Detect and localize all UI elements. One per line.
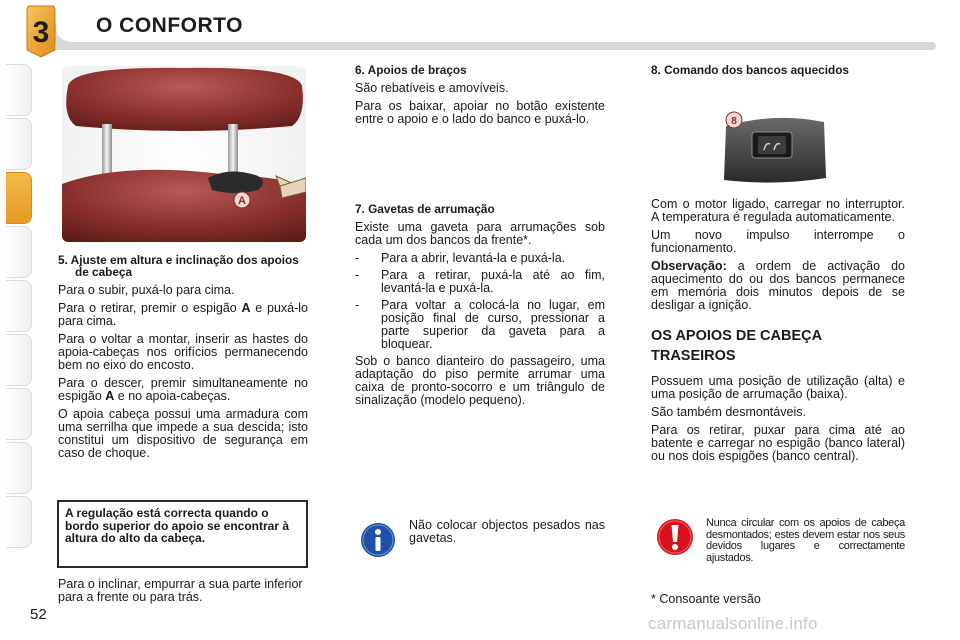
- headrest-photo: [62, 66, 306, 242]
- chapter-tab-5[interactable]: [6, 280, 32, 332]
- photo-label-8: 8: [731, 116, 737, 127]
- chapter-tab-7[interactable]: [6, 388, 32, 440]
- footnote: * Consoante versão: [651, 592, 761, 606]
- paragraph: Com o motor ligado, carregar no interruptor. A temperatura é regulada automaticamente.: [651, 197, 905, 224]
- paragraph: Sob o banco dianteiro do passageiro, uma adaptação do piso permite arrumar uma caixa de pronto-socorro e um triângulo de sinalização (modelo pequeno).: [355, 354, 605, 407]
- chapter-tab-1[interactable]: [6, 64, 32, 116]
- chapter-tab-9[interactable]: [6, 496, 32, 548]
- paragraph: São também desmontáveis.: [651, 405, 806, 419]
- info-icon: [360, 522, 396, 558]
- middle-column-top: [355, 64, 605, 131]
- paragraph: Para os baixar, apoiar no botão existente entre o apoio e o lado do banco e puxá-lo.: [355, 99, 605, 126]
- chapter-tab-6[interactable]: [6, 334, 32, 386]
- paragraph: Para o retirar, premir o espigão A e puxá-lo para cima.: [58, 301, 308, 328]
- section-6-title: 6. Apoios de braços: [355, 63, 467, 77]
- section-8-title: 8. Comando dos bancos aquecidos: [651, 63, 849, 77]
- section-5-title: 5. Ajuste em altura e inclinação dos apoios de cabeça: [58, 253, 299, 279]
- paragraph: Observação: a ordem de activação do aquecimento do ou dos bancos permanece em memória dois minutos depois de se desligar a ignição.: [651, 259, 905, 312]
- paragraph: Um novo impulso interrompe o funcionamento.: [651, 228, 905, 255]
- list-item: - Para voltar a colocá-la no lugar, em posição final de curso, pressionar a parte superior da gaveta para a bloquear.: [355, 298, 605, 351]
- paragraph: Existe uma gaveta para arrumações sob cada um dos bancos da frente*.: [355, 220, 605, 247]
- chapter-number: 3: [32, 16, 50, 49]
- paragraph: Para o descer, premir simultaneamente no espigão A e no apoia-cabeças.: [58, 376, 308, 403]
- alert-note: Nunca circular com os apoios de cabeça desmontados; estes devem estar nos seus devidos lugares e correctamente ajustados.: [706, 517, 905, 564]
- chapter-tab-2[interactable]: [6, 118, 32, 170]
- rear-headrests-title: OS APOIOS DE CABEÇA TRASEIROS: [651, 328, 822, 364]
- page-number: 52: [30, 606, 47, 623]
- header-bar: [56, 42, 936, 50]
- right-column-bottom: [651, 198, 905, 468]
- paragraph-inclination: Para o inclinar, empurrar a sua parte inferior para a frente ou para trás.: [58, 577, 303, 604]
- list-item: - Para a retirar, puxá-la até ao fim, levantá-la e puxá-la.: [355, 268, 605, 295]
- paragraph: Para o voltar a montar, inserir as hastes do apoia-cabeças nos orifícios permanecendo bem no eixo do encosto.: [58, 332, 308, 372]
- page-title: O CONFORTO: [96, 14, 243, 37]
- chapter-tabs: [6, 64, 32, 550]
- left-column: [58, 254, 308, 465]
- middle-column-bottom: [355, 203, 605, 412]
- chapter-tab-4[interactable]: [6, 226, 32, 278]
- chapter-badge-icon: [26, 4, 56, 58]
- right-column-top: [651, 64, 905, 82]
- section-7-title: 7. Gavetas de arrumação: [355, 202, 495, 216]
- heated-seat-switch-photo: [722, 108, 828, 186]
- list-item: - Para a abrir, levantá-la e puxá-la.: [355, 251, 566, 265]
- chapter-tab-8[interactable]: [6, 442, 32, 494]
- chapter-tab-3-active[interactable]: [6, 172, 32, 224]
- paragraph: O apoia cabeça possui uma armadura com uma serrilha que impede a sua descida; isto constitui um dispositivo de segurança em caso de choque.: [58, 407, 308, 460]
- info-note: Não colocar objectos pesados nas gavetas.: [409, 518, 605, 545]
- photo-label-a: A: [238, 195, 246, 207]
- exclamation-icon: [656, 518, 694, 556]
- watermark: carmanualsonline.info: [648, 614, 818, 633]
- paragraph: Para o subir, puxá-lo para cima.: [58, 283, 235, 297]
- paragraph: Possuem uma posição de utilização (alta) e uma posição de arrumação (baixa).: [651, 374, 905, 401]
- warning-box: A regulação está correcta quando o bordo superior do apoio se encontrar à altura do alto da cabeça.: [57, 500, 308, 568]
- paragraph: Para os retirar, puxar para cima até ao batente e carregar no espigão (banco lateral) ou nos dois espigões (banco central).: [651, 423, 905, 463]
- paragraph: São rebatíveis e amovíveis.: [355, 81, 509, 95]
